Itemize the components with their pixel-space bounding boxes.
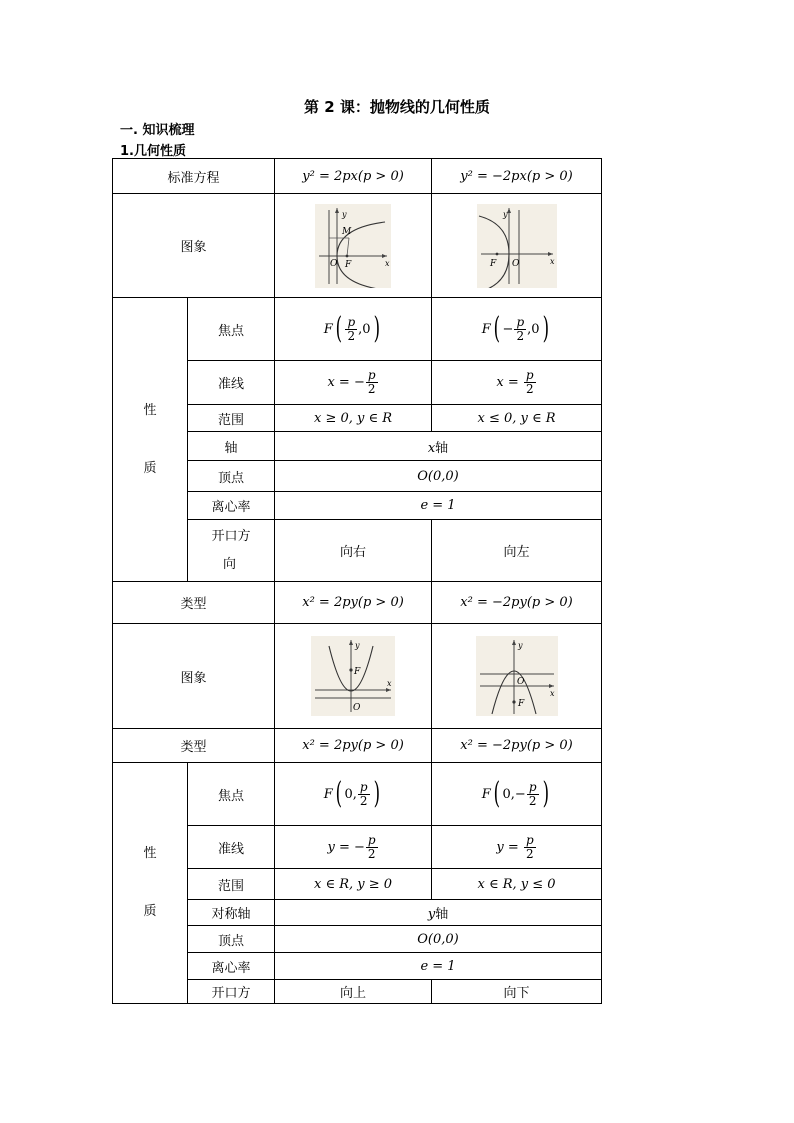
origin-label: O [330, 258, 338, 269]
focus-down-cell: F( 0,− $\frac{p}{2}$ ) [432, 763, 602, 826]
focus-label: F [517, 699, 524, 709]
table-row [113, 729, 602, 763]
directrix-up-cell: y = − $\frac{p}{2}$ [275, 826, 432, 869]
range-left-cell: x ≤ 0, y ∈ R [432, 405, 602, 432]
label-directrix: 准线 [188, 361, 275, 405]
parabola-open-up-graph [311, 636, 395, 716]
eq-left-cell [432, 159, 602, 194]
label-symmetry-axis: 对称轴 [188, 900, 275, 926]
range-down-cell: x ∈ R, y ≤ 0 [432, 869, 602, 900]
open-right-cell: 向右 [275, 520, 432, 582]
point-m-label: M [342, 226, 352, 237]
section-heading: 一. 知识梳理 [120, 123, 195, 138]
range-right-cell: x ≥ 0, y ∈ R [275, 405, 432, 432]
label-properties: 性 质 [113, 298, 188, 582]
eq-left: y² = −2px(p > 0) [460, 168, 573, 184]
label-eccentricity: 离心率 [188, 492, 275, 520]
origin-label: O [353, 703, 361, 713]
directrix-left-cell: x = $\frac{p}{2}$ [432, 361, 602, 405]
label-type: 类型 [113, 582, 275, 624]
open-left-cell: 向左 [432, 520, 602, 582]
label-type: 类型 [113, 729, 275, 763]
parabola-open-right-graph [315, 204, 391, 288]
vertex-value: O(0,0) [275, 926, 602, 953]
focus-left-cell: F( − $\frac{p}{2}$ ,0) [432, 298, 602, 361]
focus-up-cell: F( 0, $\frac{p}{2}$ ) [275, 763, 432, 826]
table-row [113, 159, 602, 194]
table-row [113, 763, 602, 826]
axis-label-y: y [355, 641, 360, 650]
graph-up-cell [275, 624, 432, 729]
eq-right: y² = 2px(p > 0) [302, 168, 404, 184]
eccentricity-value: e = 1 [275, 953, 602, 980]
page-title: 第 2 课：抛物线的几何性质 [304, 98, 490, 116]
label-focus: 焦点 [188, 298, 275, 361]
label-graph: 图象 [113, 624, 275, 729]
vertex-value: O(0,0) [275, 461, 602, 492]
label-vertex: 顶点 [188, 926, 275, 953]
label-axis: 轴 [188, 432, 275, 461]
eq-down-cell: x² = −2py(p > 0) [432, 729, 602, 763]
graph-down-cell [432, 624, 602, 729]
axis-label-x: x [387, 679, 392, 688]
directrix-down-cell: y = $\frac{p}{2}$ [432, 826, 602, 869]
axis-label-x: x [549, 256, 555, 266]
graph-right-cell [275, 194, 432, 298]
parabola-open-down-graph [476, 636, 558, 716]
label-eccentricity: 离心率 [188, 953, 275, 980]
axis-label-x: x [549, 689, 555, 698]
range-up-cell: x ∈ R, y ≥ 0 [275, 869, 432, 900]
label-opening: 开口方 向 [188, 520, 275, 582]
axis-label-y: y [502, 209, 508, 219]
axis-label-y: y [517, 641, 523, 650]
focus-label: F [489, 258, 496, 269]
focus-label: F [354, 667, 361, 677]
subsection-heading: 1.几何性质 [120, 144, 186, 159]
origin-label: O [511, 258, 519, 269]
axis-label-x: x [385, 258, 390, 268]
directrix-right-cell: x = − $\frac{p}{2}$ [275, 361, 432, 405]
label-vertex: 顶点 [188, 461, 275, 492]
eccentricity-value: e = 1 [275, 492, 602, 520]
label-range: 范围 [188, 869, 275, 900]
label-properties: 性 质 [113, 763, 188, 1004]
origin-label: O [516, 677, 524, 687]
parabola-open-left-graph [477, 204, 557, 288]
eq-up-cell: x² = 2py(p > 0) [275, 729, 432, 763]
label-opening: 开口方 [188, 980, 275, 1004]
table-row [113, 582, 602, 624]
open-up-cell: 向上 [275, 980, 432, 1004]
table-row [113, 624, 602, 729]
label-range: 范围 [188, 405, 275, 432]
label-focus: 焦点 [188, 763, 275, 826]
table-row [113, 298, 602, 361]
label-graph: 图象 [113, 194, 275, 298]
focus-label: F [345, 259, 352, 270]
axis-value: x轴 [275, 432, 602, 461]
label-directrix: 准线 [188, 826, 275, 869]
parabola-properties-table [112, 158, 602, 1004]
label-standard-equation: 标准方程 [113, 159, 275, 194]
eq-right-cell [275, 159, 432, 194]
eq-up-cell: x² = 2py(p > 0) [275, 582, 432, 624]
eq-down-cell: x² = −2py(p > 0) [432, 582, 602, 624]
axis-label-y: y [342, 209, 347, 219]
open-down-cell: 向下 [432, 980, 602, 1004]
graph-left-cell [432, 194, 602, 298]
focus-right-cell: F( $\frac{p}{2}$ ,0) [275, 298, 432, 361]
table-row [113, 194, 602, 298]
symmetry-axis-value: y轴 [275, 900, 602, 926]
